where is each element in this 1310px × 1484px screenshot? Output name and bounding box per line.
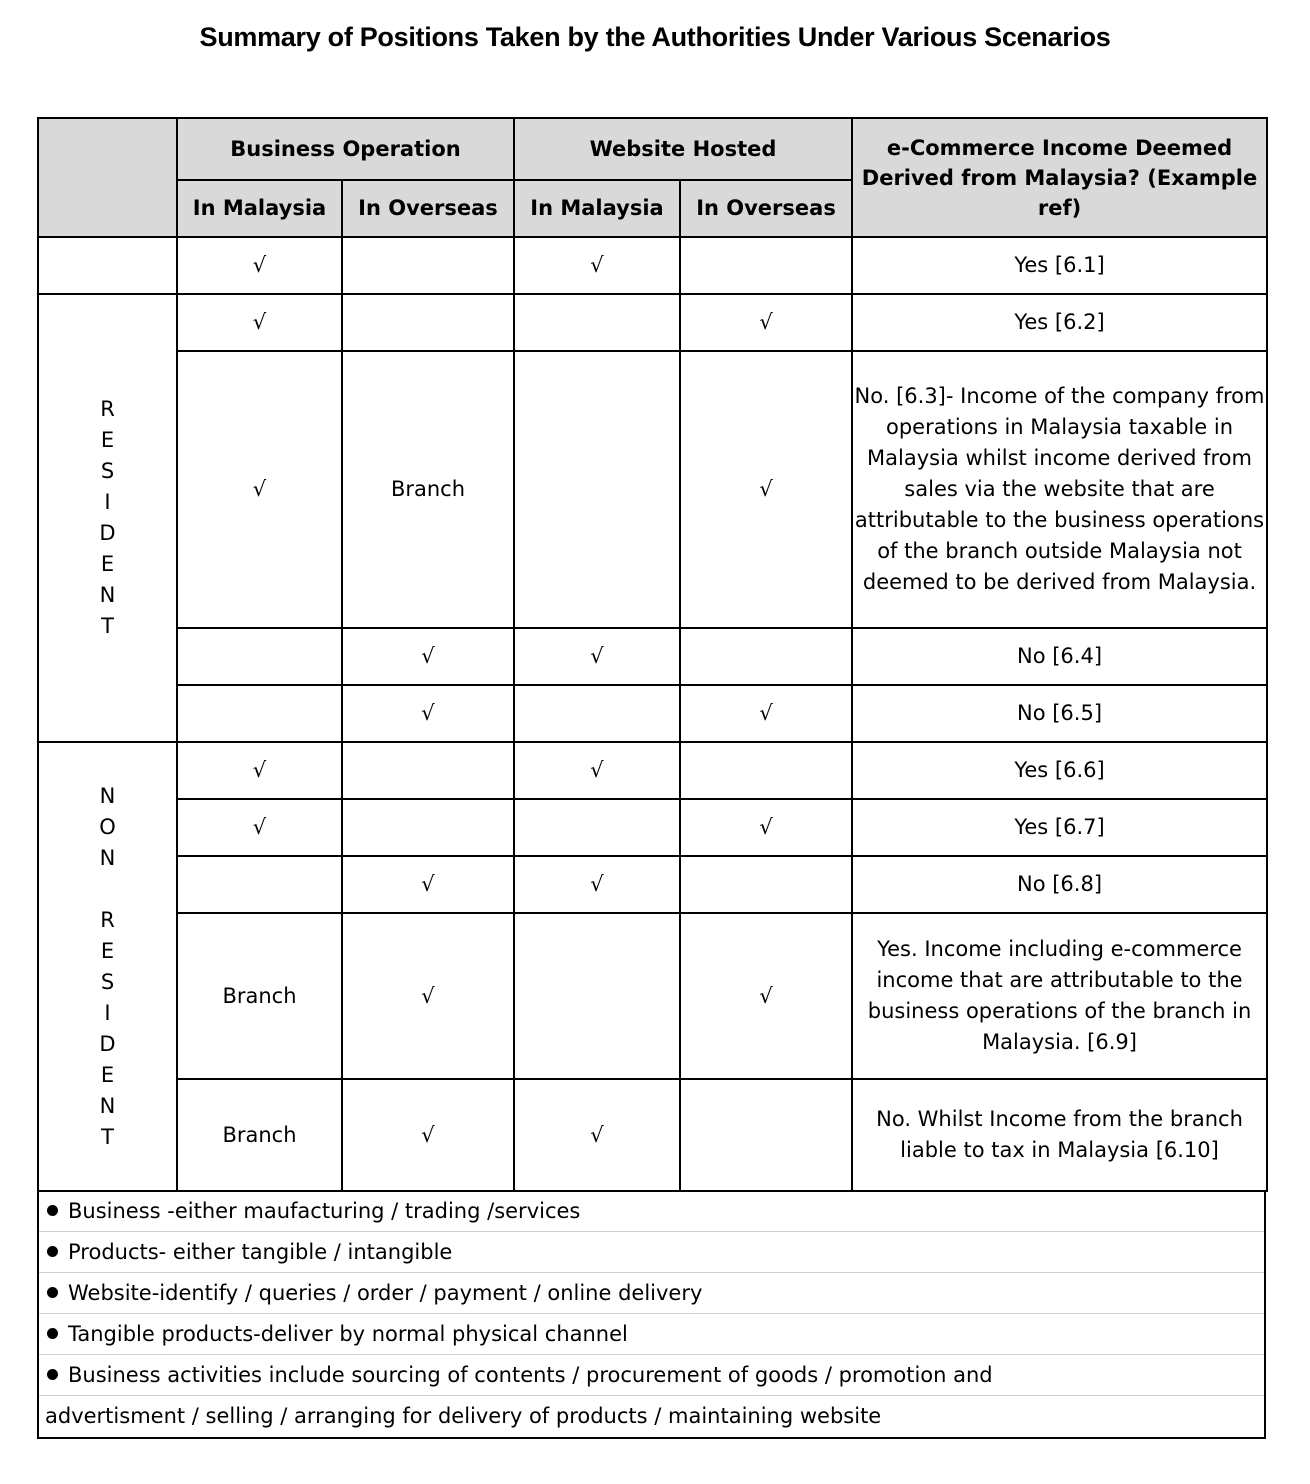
note-item	[39, 1355, 1264, 1396]
notes-box	[37, 1191, 1266, 1439]
wh-overseas-cell: √	[680, 913, 852, 1079]
table-row	[38, 856, 1267, 913]
bullet-icon	[47, 1369, 58, 1380]
bo-overseas-cell	[342, 742, 514, 799]
outcome-cell: No. [6.3]- Income of the company from operations in Malaysia taxable in Malaysia whilst income derived from sales via the website that are attributable to the business operations of the branch outside Malaysia not deemed to be derived from Malaysia.	[852, 351, 1267, 628]
wh-malaysia-cell: √	[514, 1079, 680, 1191]
wh-malaysia-cell: √	[514, 742, 680, 799]
bo-overseas-cell	[342, 237, 514, 294]
group-letter: E	[100, 428, 115, 452]
group-letter	[39, 874, 176, 905]
bo-malaysia-cell	[177, 856, 342, 913]
wh-malaysia-cell	[514, 294, 680, 351]
table-row	[38, 351, 1267, 628]
table-row	[38, 799, 1267, 856]
group-letter: E	[100, 552, 115, 576]
bo-overseas-cell: √	[342, 628, 514, 685]
header-bo-in-overseas: In Overseas	[342, 180, 514, 237]
header-business-operation: Business Operation	[177, 118, 514, 180]
bo-malaysia-cell: Branch	[177, 1079, 342, 1191]
wh-overseas-cell	[680, 628, 852, 685]
table-row	[38, 742, 1267, 799]
table-row	[38, 294, 1267, 351]
bo-malaysia-cell: √	[177, 351, 342, 628]
wh-overseas-cell: √	[680, 351, 852, 628]
table-row	[38, 685, 1267, 742]
wh-overseas-cell	[680, 742, 852, 799]
wh-malaysia-cell: √	[514, 856, 680, 913]
bo-overseas-cell: √	[342, 685, 514, 742]
group-letter: I	[104, 1000, 111, 1025]
group-letter: O	[99, 814, 116, 839]
wh-malaysia-cell	[514, 351, 680, 628]
outcome-cell: No [6.4]	[852, 628, 1267, 685]
wh-overseas-cell: √	[680, 685, 852, 742]
group-letter: R	[100, 397, 115, 421]
bullet-icon	[47, 1246, 58, 1257]
group-letter: T	[101, 1124, 114, 1149]
table-row	[38, 913, 1267, 1079]
note-text: advertisment / selling / arranging for delivery of products / maintaining website	[45, 1404, 882, 1428]
group-letter: N	[99, 783, 116, 808]
bo-malaysia-cell: √	[177, 742, 342, 799]
header-income-deemed: e-Commerce Income Deemed Derived from Malaysia? (Example ref)	[852, 118, 1267, 237]
page-title: Summary of Positions Taken by the Authorities Under Various Scenarios	[199, 22, 1111, 52]
group-letter: D	[99, 521, 116, 545]
note-text: Products- either tangible / intangible	[68, 1240, 453, 1264]
wh-overseas-cell	[680, 1079, 852, 1191]
group-letter: N	[99, 845, 116, 870]
note-item	[39, 1191, 1264, 1232]
outcome-cell: Yes [6.6]	[852, 742, 1267, 799]
outcome-cell: No [6.5]	[852, 685, 1267, 742]
group-letter: N	[99, 1093, 116, 1118]
note-item	[39, 1314, 1264, 1355]
note-text: Business -either maufacturing / trading /services	[68, 1199, 581, 1223]
wh-malaysia-cell	[514, 685, 680, 742]
group-letter: I	[104, 490, 111, 514]
bullet-icon	[47, 1205, 58, 1216]
bo-overseas-cell	[342, 294, 514, 351]
bullet-icon	[47, 1328, 58, 1339]
group-letter: E	[100, 938, 115, 963]
note-item	[39, 1232, 1264, 1273]
bo-overseas-cell: √	[342, 913, 514, 1079]
wh-overseas-cell: √	[680, 294, 852, 351]
outcome-cell: No [6.8]	[852, 856, 1267, 913]
resident-group-label	[38, 294, 177, 742]
table-row	[38, 628, 1267, 685]
header-wh-in-overseas: In Overseas	[680, 180, 852, 237]
table-row	[38, 237, 1267, 294]
header-wh-in-malaysia: In Malaysia	[514, 180, 680, 237]
wh-overseas-cell	[680, 856, 852, 913]
bo-malaysia-cell	[177, 685, 342, 742]
table-row	[38, 1079, 1267, 1191]
bo-overseas-cell: Branch	[342, 351, 514, 628]
outcome-cell: Yes [6.1]	[852, 237, 1267, 294]
group-letter: D	[99, 1031, 116, 1056]
bo-malaysia-cell: √	[177, 294, 342, 351]
outcome-cell: Yes [6.2]	[852, 294, 1267, 351]
note-text: Business activities include sourcing of contents / procurement of goods / promotion and	[68, 1363, 993, 1387]
bo-overseas-cell: √	[342, 1079, 514, 1191]
outcome-cell: Yes. Income including e-commerce income that are attributable to the business operations of the branch in Malaysia. [6.9]	[852, 913, 1267, 1079]
bo-malaysia-cell: √	[177, 237, 342, 294]
wh-malaysia-cell	[514, 913, 680, 1079]
group-blank-cell	[38, 237, 177, 294]
bo-malaysia-cell	[177, 628, 342, 685]
wh-overseas-cell	[680, 237, 852, 294]
note-item	[39, 1273, 1264, 1314]
non-resident-group-label	[38, 742, 177, 1191]
bullet-icon	[47, 1287, 58, 1298]
header-website-hosted: Website Hosted	[514, 118, 852, 180]
group-letter: R	[100, 907, 115, 932]
note-text: Tangible products-deliver by normal physical channel	[68, 1322, 628, 1346]
outcome-cell: Yes [6.7]	[852, 799, 1267, 856]
bo-malaysia-cell: √	[177, 799, 342, 856]
group-letter: N	[99, 583, 116, 607]
note-text: Website-identify / queries / order / payment / online delivery	[68, 1281, 703, 1305]
scenario-table	[37, 117, 1268, 1192]
group-letter: T	[101, 614, 114, 638]
group-letter: S	[100, 969, 115, 994]
bo-overseas-cell: √	[342, 856, 514, 913]
note-item-continued	[39, 1396, 1264, 1437]
bo-malaysia-cell: Branch	[177, 913, 342, 1079]
wh-malaysia-cell	[514, 799, 680, 856]
header-blank-cell	[38, 118, 177, 237]
outcome-cell: No. Whilst Income from the branch liable to tax in Malaysia [6.10]	[852, 1079, 1267, 1191]
group-letter: E	[100, 1062, 115, 1087]
wh-malaysia-cell: √	[514, 237, 680, 294]
wh-overseas-cell: √	[680, 799, 852, 856]
wh-malaysia-cell: √	[514, 628, 680, 685]
group-letter: S	[100, 459, 115, 483]
bo-overseas-cell	[342, 799, 514, 856]
header-bo-in-malaysia: In Malaysia	[177, 180, 342, 237]
